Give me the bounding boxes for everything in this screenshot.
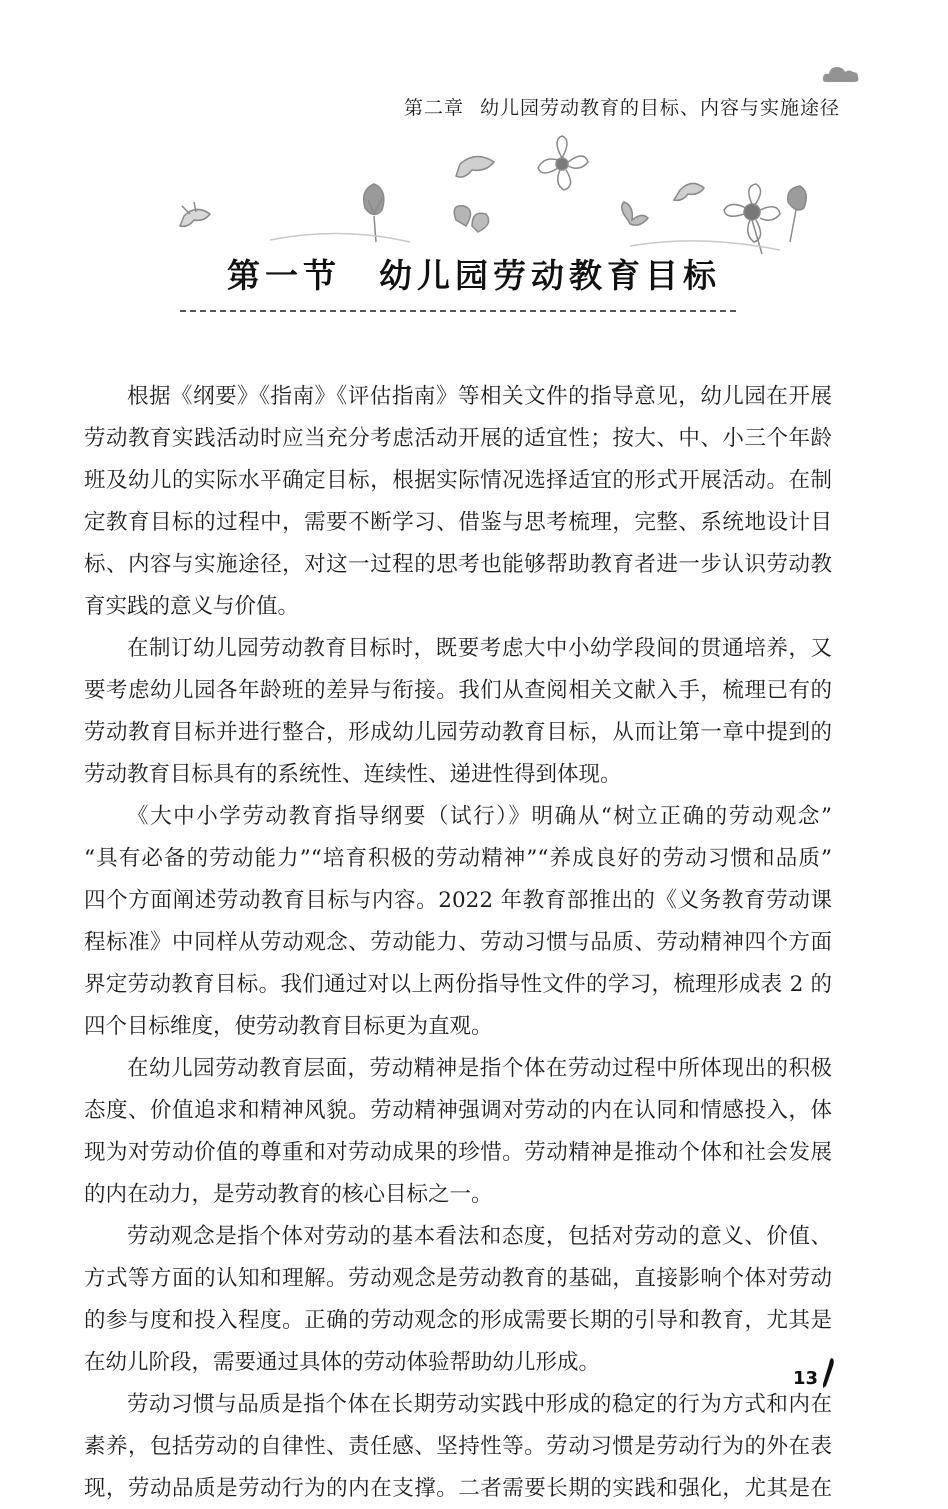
chapter-number: 第二章: [403, 97, 464, 119]
text-line: 界定劳动教育目标。我们通过对以上两份指导性文件的学习，梳理形成表 2 的: [84, 972, 832, 997]
text-line: 四个方面阐述劳动教育目标与内容。2022 年教育部推出的《义务教育劳动课: [84, 888, 832, 913]
cloud-icon: [820, 62, 862, 88]
text-line: 班及幼儿的实际水平确定目标，根据实际情况选择适宜的形式开展活动。在制: [84, 468, 832, 493]
flowers-birds-decoration: [160, 130, 840, 270]
section-number: 第一节: [227, 256, 341, 295]
text-line: 《大中小学劳动教育指导纲要（试行）》明确从“树立正确的劳动观念”: [127, 804, 832, 829]
text-line: 态度、价值追求和精神风貌。劳动精神强调对劳动的内在认同和情感投入，体: [84, 1098, 832, 1123]
text-line: 劳动教育目标具有的系统性、连续性、递进性得到体现。: [84, 762, 622, 787]
text-line: 素养，包括劳动的自律性、责任感、坚持性等。劳动习惯是劳动行为的外在表: [84, 1434, 832, 1459]
text-line: 育实践的意义与价值。: [84, 594, 300, 619]
section-heading: 幼儿园劳动教育目标: [379, 256, 721, 295]
text-line: 劳动教育目标并进行整合，形成幼儿园劳动教育目标，从而让第一章中提到的: [84, 720, 832, 745]
text-line: “具有必备的劳动能力”“培育积极的劳动精神”“养成良好的劳动习惯和品质”: [84, 846, 832, 871]
text-line: 现，劳动品质是劳动行为的内在支撑。二者需要长期的实践和强化，尤其是在: [84, 1476, 832, 1501]
text-line: 在幼儿阶段，需要通过具体的劳动体验帮助幼儿形成。: [84, 1350, 601, 1375]
page-number: 13: [792, 1368, 818, 1389]
text-line: 定教育目标的过程中，需要不断学习、借鉴与思考梳理，完整、系统地设计目: [84, 510, 832, 535]
text-line: 在幼儿园劳动教育层面，劳动精神是指个体在劳动过程中所体现出的积极: [127, 1056, 832, 1081]
text-line: 现为对劳动价值的尊重和对劳动成果的珍惜。劳动精神是推动个体和社会发展: [84, 1140, 832, 1165]
chapter-title: 幼儿园劳动教育的目标、内容与实施途径: [479, 97, 840, 119]
text-line: 劳动教育实践活动时应当充分考虑活动开展的适宜性；按大、中、小三个年龄: [84, 426, 832, 451]
text-line: 方式等方面的认知和理解。劳动观念是劳动教育的基础，直接影响个体对劳动: [84, 1266, 832, 1291]
text-line: 根据《纲要》《指南》《评估指南》等相关文件的指导意见，幼儿园在开展: [127, 384, 832, 409]
text-line: 的参与度和投入程度。正确的劳动观念的形成需要长期的引导和教育，尤其是: [84, 1308, 832, 1333]
title-dashed-divider: [180, 310, 736, 312]
text-line: 要考虑幼儿园各年龄班的差异与衔接。我们从查阅相关文献入手，梳理已有的: [84, 678, 832, 703]
text-line: 程标准》中同样从劳动观念、劳动能力、劳动习惯与品质、劳动精神四个方面: [84, 930, 832, 955]
text-line: 在制订幼儿园劳动教育目标时，既要考虑大中小幼学段间的贯通培养，又: [127, 636, 832, 661]
text-line: 劳动习惯与品质是指个体在长期劳动实践中形成的稳定的行为方式和内在: [127, 1392, 832, 1417]
text-line: 标、内容与实施途径，对这一过程的思考也能够帮助教育者进一步认识劳动教: [84, 552, 832, 577]
text-line: 劳动观念是指个体对劳动的基本看法和态度，包括对劳动的意义、价值、: [127, 1224, 832, 1249]
section-title: [0, 250, 948, 297]
text-line: 四个目标维度，使劳动教育目标更为直观。: [84, 1014, 493, 1039]
running-header: [404, 93, 840, 120]
text-line: 的内在动力，是劳动教育的核心目标之一。: [84, 1182, 493, 1207]
